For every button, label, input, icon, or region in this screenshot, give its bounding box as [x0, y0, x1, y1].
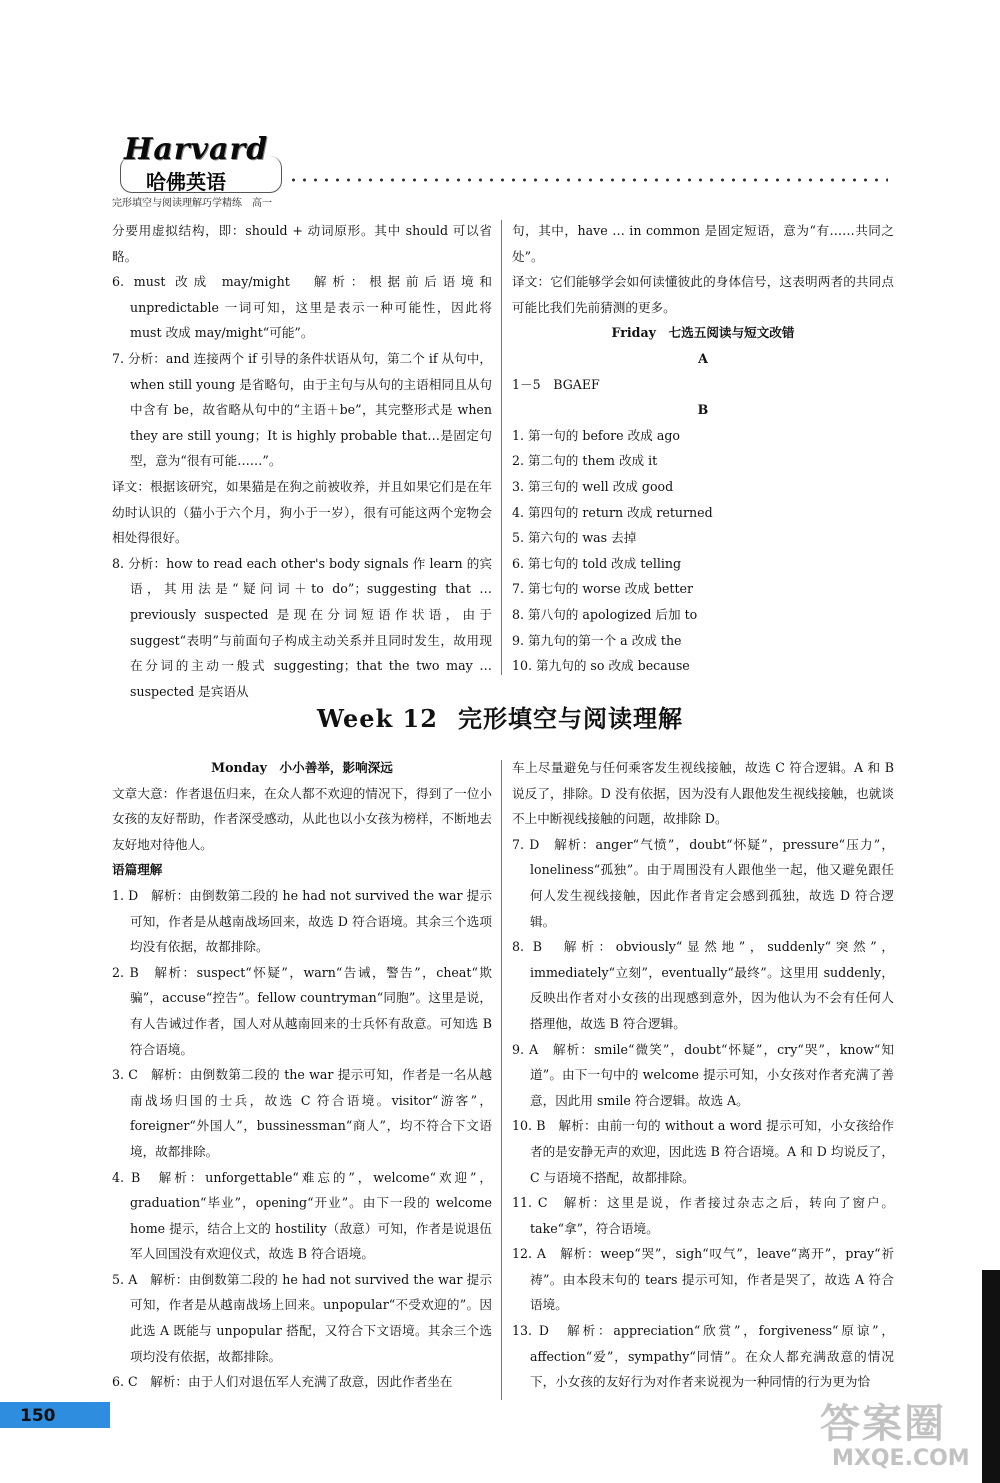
friday-section-title: Friday 七选五阅读与短文改错 — [611, 325, 795, 341]
monday-section-title: Monday 小小善举，影响深远 — [211, 760, 393, 775]
watermark — [820, 1392, 990, 1478]
answer-item: 8. 分析：how to read each other's body signals 作 learn 的宾语，其用法是“疑问词＋to do”；suggesting that … previously suspected 是现在分词短语作状语，由于 suggest“表明”与前面句子构成主动关系并且同时发生，故用现在分词的主动一般式 suggesting；that the two may … suspected 是宾语从 — [112, 555, 492, 699]
week-label: Week 12 — [317, 704, 438, 733]
answer-item: 4. B 解析：unforgettable“难忘的”，welcome“欢迎”，graduation“毕业”，opening“开业”。由下一段的 welcome home 提示，结合上文的 hostility（敌意）可知，作者是说退伍军人回国没有欢迎仪式，故选 B 符合语境。 — [112, 1169, 492, 1262]
answer-item: 5. A 解析：由倒数第二段的 he had not survived the war 提示可知，作者是从越南战场上回来。unpopular“不受欢迎的”。因此选 A 既能与 unpopular 搭配，又符合下文语境。其余三个选项均没有依据，故都排除。 — [112, 1271, 492, 1364]
translation-text: 译文：它们能够学会如何读懂彼此的身体信号，这表明两者的共同点可能比我们先前猜测的更多。 — [512, 274, 894, 315]
subheading: 语篇理解 — [112, 862, 163, 878]
continued-text: 车上尽量避免与任何乘客发生视线接触，故选 C 符合逻辑。A 和 B 说反了，排除。D 没有依据，因为没有人跟他发生视线接触，也就谈不上中断视线接触的问题，故排除 D。 — [512, 760, 894, 827]
article-summary: 文章大意：作者退伍归来，在众人都不欢迎的情况下，得到了一位小女孩的友好帮助，作者深受感动，从此也以小女孩为榜样，不断地去友好地对待他人。 — [112, 785, 492, 852]
column-divider — [501, 760, 502, 1400]
correction-item: 5. 第六句的 was 去掉 — [512, 530, 637, 546]
correction-item: 10. 第九句的 so 改成 because — [512, 658, 690, 674]
answer-item: 6. C 解析：由于人们对退伍军人充满了敌意，因此作者坐在 — [112, 1374, 453, 1390]
correction-item: 6. 第七句的 told 改成 telling — [512, 555, 682, 571]
page-number: 150 — [20, 1406, 56, 1426]
correction-item: 7. 第七句的 worse 改成 better — [512, 581, 693, 597]
answer-item: 3. C 解析：由倒数第二段的 the war 提示可知，作者是一名从越南战场归国的士兵，故选 C 符合语境。visitor“游客”，foreigner“外国人”，bussinessman“商人”，均不符合下文语境，故都排除。 — [112, 1067, 492, 1159]
continued-text: 译文：根据该研究，如果猫是在狗之前被收养，并且如果它们是在年幼时认识的（猫小于六个月，狗小于一岁），很有可能这两个宠物会相处得很好。 — [112, 478, 492, 546]
watermark-text: 答案圈 — [820, 1401, 946, 1447]
answer-item: 7. 分析：and 连接两个 if 引导的条件状语从句，第二个 if 从句中，when still young 是省略句，由于主句与从句的主语相同且从句中含有 be，故省略从句中的“主语＋be”，其完整形式是 when they are still young；It is highly probable that…是固定句型，意为“很有可能……”。 — [112, 350, 492, 469]
correction-item: 3. 第三句的 well 改成 good — [512, 478, 674, 494]
page-header — [112, 132, 892, 212]
bottom-left-column — [112, 755, 492, 1395]
column-divider — [501, 220, 502, 675]
answer-item: 1. D 解析：由倒数第二段的 he had not survived the war 提示可知，作者是从越南战场回来，故选 D 符合语境。其余三个选项均没有依据，故都排除。 — [112, 887, 492, 955]
answer-item: 6. must 改成 may/might 解析：根据前后语境和 unpredictable 一词可知，这里是表示一种可能性，因此将 must 改成 may/might“可能”。 — [112, 274, 492, 341]
week-heading — [0, 699, 1000, 734]
answer-item: 8. B 解析：obviously“显然地”，suddenly“突然”，immediately“立刻”，eventually“最终”。这里用 suddenly，反映出作者对小女孩的出现感到意外，因为他认为不会有任何人搭理他，故选 B 符合逻辑。 — [512, 939, 894, 1031]
part-a-answers: 1－5 BGAEF — [512, 376, 600, 392]
correction-item: 1. 第一句的 before 改成 ago — [512, 427, 680, 443]
answer-item: 2. B 解析：suspect“怀疑”，warn“告诫，警告”，cheat“欺骗”，accuse“控告”。fellow countryman“同胞”。这里是说，有人告诫过作者，国人对从越南回来的士兵怀有敌意。可知选 B 符合语境。 — [112, 964, 492, 1057]
answer-item: 11. C 解析：这里是说，作者接过杂志之后，转向了窗户。take“拿”，符合语境。 — [512, 1195, 894, 1236]
correction-item: 4. 第四句的 return 改成 returned — [512, 504, 713, 520]
part-a-label: A — [698, 350, 708, 366]
answer-item: 10. B 解析：由前一句的 without a word 提示可知，小女孩给作者的是安静无声的欢迎，因此选 B 符合语境。A 和 D 均说反了，C 与语境不搭配，故都排除。 — [512, 1118, 894, 1185]
logo-harvard: Harvard — [124, 132, 269, 167]
answer-item: 13. D 解析：appreciation“欣赏”，forgiveness“原谅”，affection“爱”，sympathy“同情”。在众人都充满敌意的情况下，小女孩的友好行为对作者来说视为一种同情的行为更为恰 — [512, 1323, 894, 1390]
answer-item: 12. A 解析：weep“哭”，sigh“叹气”，leave“离开”，pray“祈祷”。由本段末句的 tears 提示可知，作者是哭了，故选 A 符合语境。 — [512, 1246, 894, 1313]
continued-text: 句，其中，have … in common 是固定短语，意为“有……共同之处”。 — [512, 223, 894, 264]
top-right-column — [512, 218, 894, 679]
correction-item: 9. 第九句的第一个 a 改成 the — [512, 632, 682, 648]
logo-chinese: 哈佛英语 — [146, 170, 226, 194]
answer-list — [112, 883, 492, 1395]
answer-item: 7. D 解析：anger“气愤”，doubt“怀疑”，pressure“压力”，loneliness“孤独”。由于周围没有人跟他坐一起，他又避免跟任何人发生视线接触，因此作者肯定会感到孤独，故选 D 符合逻辑。 — [512, 836, 894, 929]
bottom-right-column — [512, 755, 894, 1395]
week-title: 完形填空与阅读理解 — [457, 704, 683, 733]
book-subtitle: 完形填空与阅读理解巧学精练 高一 — [112, 198, 272, 209]
correction-item: 8. 第八句的 apologized 后加 to — [512, 606, 698, 622]
watermark-url: MXQE.COM — [832, 1446, 970, 1471]
part-b-label: B — [697, 402, 709, 418]
continued-text: 分要用虚拟结构，即：should + 动词原形。其中 should 可以省略。 — [112, 223, 492, 264]
dotted-rule — [288, 178, 888, 182]
correction-list — [512, 423, 894, 679]
answer-list — [512, 832, 894, 1395]
correction-item: 2. 第二句的 them 改成 it — [512, 453, 658, 469]
answer-item: 9. A 解析：smile“微笑”，doubt“怀疑”，cry“哭”，know“知道”。由下一句中的 welcome 提示可知，小女孩对作者充满了善意，因此用 smile 符合逻辑。故选 A。 — [512, 1041, 894, 1108]
top-left-column — [112, 218, 492, 704]
